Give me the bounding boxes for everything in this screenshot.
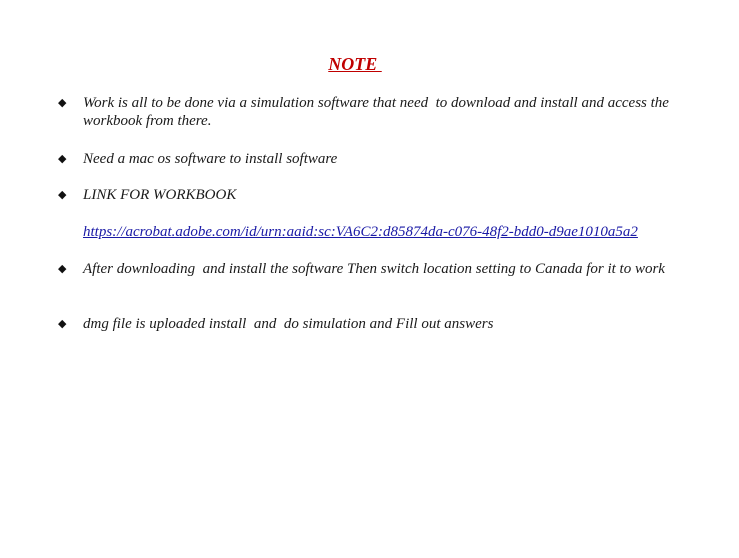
- diamond-bullet-icon: ◆: [58, 153, 67, 165]
- list-item-text: LINK FOR WORKBOOK: [83, 187, 237, 203]
- list-item-text: After downloading and install the software Then switch location setting to Canada for it to work: [83, 261, 665, 277]
- diamond-bullet-icon: ◆: [58, 318, 67, 330]
- diamond-bullet-icon: ◆: [58, 97, 67, 109]
- list-item-text: Need a mac os software to install software: [83, 151, 338, 167]
- list-item-text: Work is all to be done via a simulation software that need to download and install and access the workbook from there.: [83, 95, 673, 129]
- list-item-text: dmg file is uploaded install and do simulation and Fill out answers: [83, 316, 494, 332]
- diamond-bullet-icon: ◆: [58, 189, 67, 201]
- note-title: NOTE: [328, 54, 382, 74]
- diamond-bullet-icon: ◆: [58, 263, 67, 275]
- workbook-link[interactable]: https://acrobat.adobe.com/id/urn:aaid:sc:VA6C2:d85874da-c076-48f2-bdd0-d9ae1010a5a2: [83, 224, 638, 240]
